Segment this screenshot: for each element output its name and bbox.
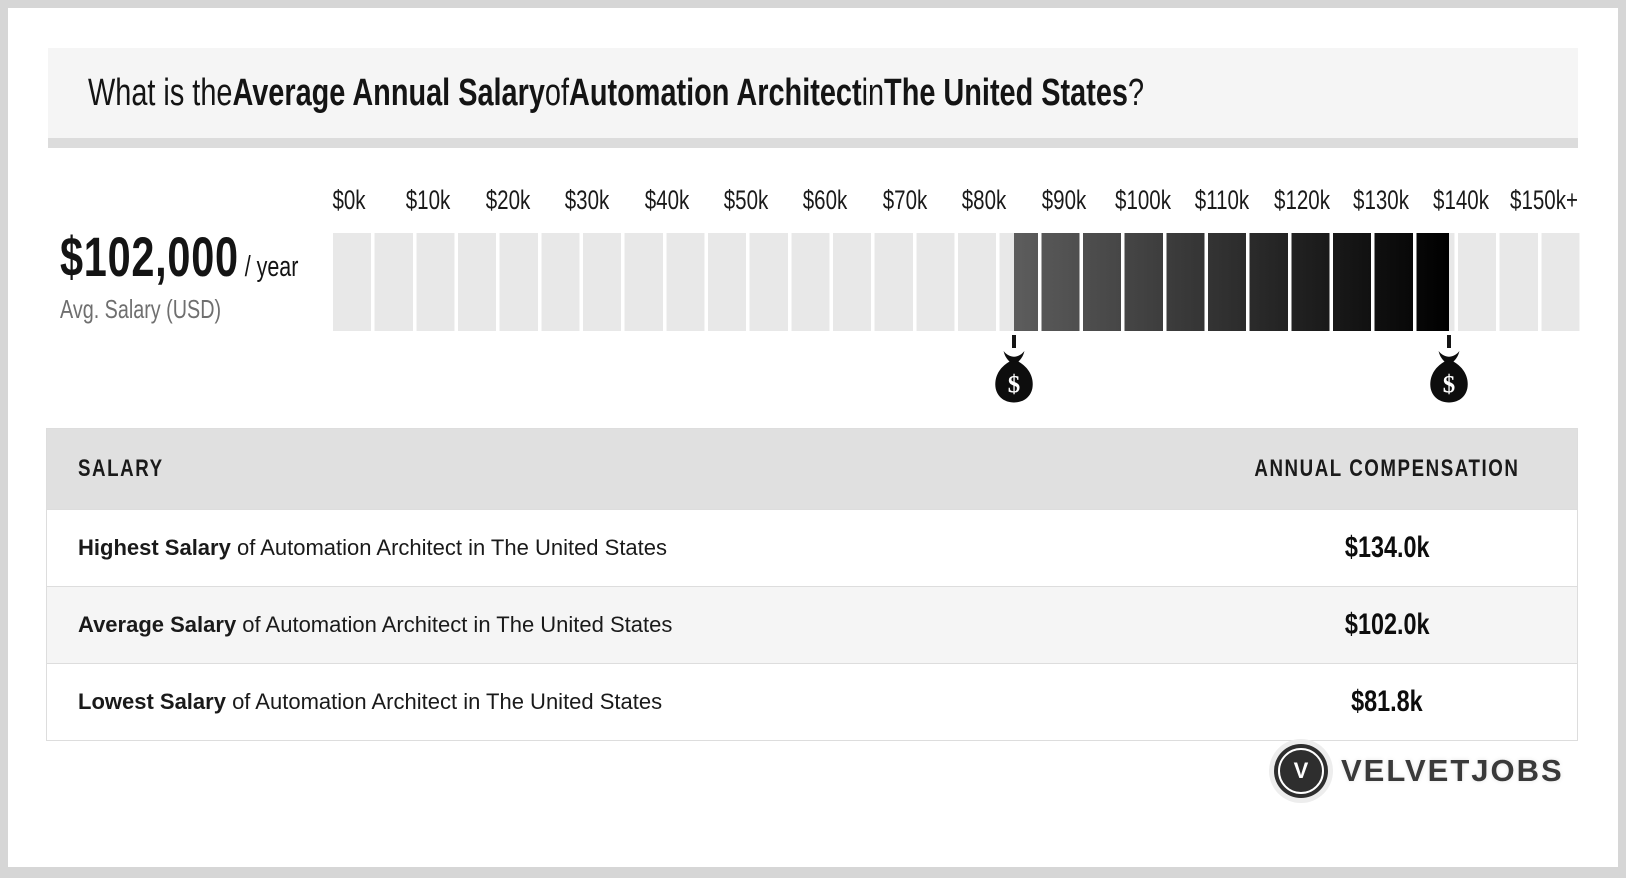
axis-tick: $20k	[485, 185, 531, 215]
row-label	[47, 535, 1217, 561]
axis-tick: $40k	[644, 185, 689, 215]
row-label-bold: Highest Salary	[78, 535, 231, 560]
velvetjobs-logo[interactable]	[1274, 744, 1564, 798]
row-label-bold: Average Salary	[78, 612, 237, 637]
bar-segment-grid	[333, 233, 1583, 331]
page-title	[88, 48, 1144, 138]
title-part: What is the	[88, 71, 233, 114]
average-salary-period: / year	[244, 251, 299, 283]
lowest-marker-dash	[1012, 335, 1016, 348]
row-value	[1217, 531, 1557, 565]
money-bag-icon	[1426, 351, 1472, 403]
title-part: in	[861, 71, 885, 114]
axis-tick: $140k	[1432, 185, 1489, 215]
row-label	[47, 612, 1217, 638]
row-label-rest: of Automation Architect in The United States	[236, 612, 673, 637]
salary-table	[46, 428, 1578, 741]
logo-wordmark: VELVETJOBS	[1341, 753, 1564, 788]
table-header-row	[47, 429, 1577, 509]
row-label	[47, 689, 1217, 715]
row-label-bold: Lowest Salary	[78, 689, 226, 714]
header-annual-compensation	[1217, 455, 1557, 483]
svg-text:$: $	[1442, 371, 1456, 399]
highest-salary-value: $134.0k	[1344, 531, 1430, 564]
axis-tick: $110k	[1195, 185, 1250, 215]
axis-tick: $90k	[1041, 185, 1086, 215]
header-salary	[47, 455, 1217, 483]
title-banner-shadow	[48, 138, 1578, 148]
axis-tick: $60k	[803, 185, 848, 215]
axis-tick: $30k	[564, 185, 610, 215]
average-salary-stat	[60, 224, 298, 289]
row-label-rest: of Automation Architect in The United States	[230, 535, 668, 560]
average-salary-amount: $102,000	[60, 225, 239, 288]
average-salary-caption: Avg. Salary (USD)	[60, 294, 222, 324]
axis-tick: $130k	[1353, 185, 1410, 215]
lowest-salary-value: $81.8k	[1351, 685, 1423, 718]
svg-text:$: $	[1007, 371, 1021, 399]
axis-tick: $100k	[1115, 185, 1171, 215]
axis-tick: $80k	[961, 185, 1007, 215]
axis-tick: $0k	[332, 185, 366, 215]
title-part-bold: The United States	[884, 71, 1128, 114]
table-row-lowest	[47, 663, 1577, 740]
header-annual-compensation-label: ANNUAL COMPENSATION	[1254, 455, 1520, 482]
table-row-highest	[47, 509, 1577, 586]
money-bag-icon	[991, 351, 1037, 403]
axis-tick: $10k	[406, 185, 451, 215]
average-salary-value: $102.0k	[1344, 608, 1430, 641]
axis-tick: $120k	[1273, 185, 1330, 215]
axis-tick: $70k	[882, 185, 928, 215]
title-part-bold: Automation Architect	[569, 71, 862, 114]
table-row-average	[47, 586, 1577, 663]
title-part: of	[544, 71, 570, 114]
row-label-rest: of Automation Architect in The United States	[225, 689, 663, 714]
salary-range-bar	[333, 233, 1583, 331]
header-salary-label: SALARY	[78, 455, 164, 482]
salary-axis	[332, 185, 1583, 216]
row-value	[1217, 685, 1557, 719]
title-part-bold: Average Annual Salary	[232, 71, 545, 114]
velvetjobs-logo-icon	[1274, 744, 1328, 798]
highest-marker-dash	[1447, 335, 1451, 348]
logo-monogram: V	[1293, 758, 1309, 783]
row-value	[1217, 608, 1557, 642]
axis-tick: $50k	[723, 185, 769, 215]
axis-tick: $150k+	[1510, 185, 1579, 215]
title-part: ?	[1127, 71, 1145, 114]
